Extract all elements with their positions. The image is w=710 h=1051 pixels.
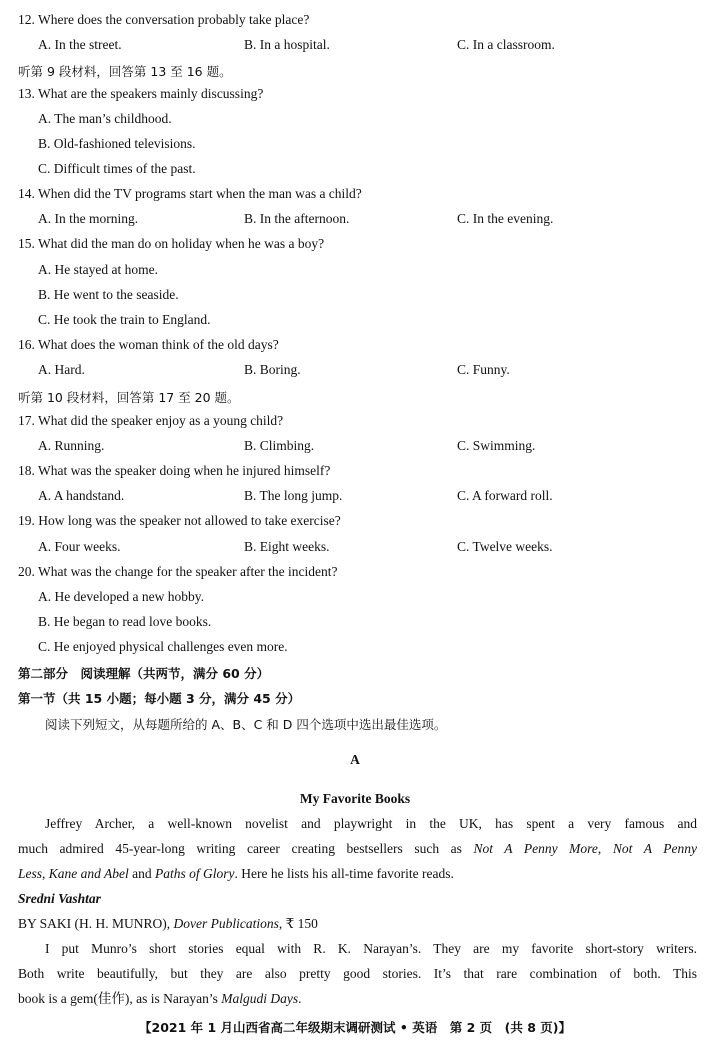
- question-13: 13. What are the speakers mainly discussing?: [18, 86, 264, 101]
- book-paragraph: [18, 936, 697, 1011]
- question-14: 14. When did the TV programs start when the man was a child?: [18, 186, 362, 201]
- q13-option-c: C. Difficult times of the past.: [38, 161, 196, 176]
- question-17: 17. What did the speaker enjoy as a young child?: [18, 413, 284, 428]
- book-line-1: I put Munro’s short stories equal with R. K. Narayan’s. They are my favorite short-story writers.: [45, 941, 697, 956]
- q19-option-a: A. Four weeks.: [38, 539, 121, 554]
- reading-instruction: 阅读下列短文，从每题所给的 A、B、C 和 D 四个选项中选出最佳选项。: [45, 717, 447, 732]
- intro-line-2: much admired 45-year-long writing career creating bestsellers such as Not A Penny More, Not A Penny: [18, 841, 698, 856]
- q18-option-b: B. The long jump.: [244, 488, 343, 503]
- instruction-material-10: 听第 10 段材料，回答第 17 至 20 题。: [18, 390, 240, 405]
- q13-option-b: B. Old-fashioned televisions.: [38, 136, 196, 151]
- question-12: 12. Where does the conversation probably take place?: [18, 12, 310, 27]
- q19-option-c: C. Twelve weeks.: [457, 539, 553, 554]
- book-line-2: Both write beautifully, but they are also pretty good stories. It’s that rare combination of both. This: [18, 966, 697, 981]
- q14-option-a: A. In the morning.: [38, 211, 139, 226]
- question-20: 20. What was the change for the speaker after the incident?: [18, 564, 338, 579]
- q17-option-c: C. Swimming.: [457, 438, 536, 453]
- intro-paragraph: [18, 811, 697, 886]
- q12-option-a: A. In the street.: [38, 37, 122, 52]
- question-19: 19. How long was the speaker not allowed to take exercise?: [18, 513, 341, 528]
- q19-option-b: B. Eight weeks.: [244, 539, 330, 554]
- passage-letter: A: [350, 752, 360, 767]
- q15-option-a: A. He stayed at home.: [38, 262, 158, 277]
- q18-option-a: A. A handstand.: [38, 488, 125, 503]
- q20-option-a: A. He developed a new hobby.: [38, 589, 204, 604]
- q15-option-c: C. He took the train to England.: [38, 312, 211, 327]
- q18-option-c: C. A forward roll.: [457, 488, 553, 503]
- question-18: 18. What was the speaker doing when he injured himself?: [18, 463, 331, 478]
- passage-title: My Favorite Books: [299, 791, 411, 806]
- q16-option-a: A. Hard.: [38, 362, 85, 377]
- question-15: 15. What did the man do on holiday when he was a boy?: [18, 236, 325, 251]
- book-line-3: book is a gem(佳作), as is Narayan’s Malgudi Days.: [18, 991, 302, 1006]
- q20-option-b: B. He began to read love books.: [38, 614, 212, 629]
- q16-option-b: B. Boring.: [244, 362, 301, 377]
- page-footer: 【2021 年 1 月山西省高二年级期末调研测试 • 英语 第 2 页 (共 8 页)】: [139, 1020, 571, 1035]
- q16-option-c: C. Funny.: [457, 362, 510, 377]
- q15-option-b: B. He went to the seaside.: [38, 287, 179, 302]
- intro-line-1: Jeffrey Archer, a well-known novelist and playwright in the UK, has spent a very famous and: [45, 816, 697, 831]
- q17-option-b: B. Climbing.: [244, 438, 315, 453]
- question-16: 16. What does the woman think of the old days?: [18, 337, 279, 352]
- section-1-heading: 第一节（共 15 小题；每小题 3 分，满分 45 分）: [18, 691, 301, 706]
- q14-option-b: B. In the afternoon.: [244, 211, 350, 226]
- q17-option-a: A. Running.: [38, 438, 105, 453]
- q13-option-a: A. The man’s childhood.: [38, 111, 172, 126]
- q20-option-c: C. He enjoyed physical challenges even more.: [38, 639, 288, 654]
- intro-line-3: Less, Kane and Abel and Paths of Glory. Here he lists his all-time favorite reads.: [18, 866, 454, 881]
- part-2-heading: 第二部分 阅读理解（共两节，满分 60 分）: [18, 666, 270, 681]
- q12-option-b: B. In a hospital.: [244, 37, 330, 52]
- book-title: Sredni Vashtar: [18, 891, 101, 906]
- instruction-material-9: 听第 9 段材料，回答第 13 至 16 题。: [18, 64, 232, 79]
- q14-option-c: C. In the evening.: [457, 211, 554, 226]
- q12-option-c: C. In a classroom.: [457, 37, 555, 52]
- book-byline: BY SAKI (H. H. MUNRO), Dover Publications, ₹ 150: [18, 916, 318, 931]
